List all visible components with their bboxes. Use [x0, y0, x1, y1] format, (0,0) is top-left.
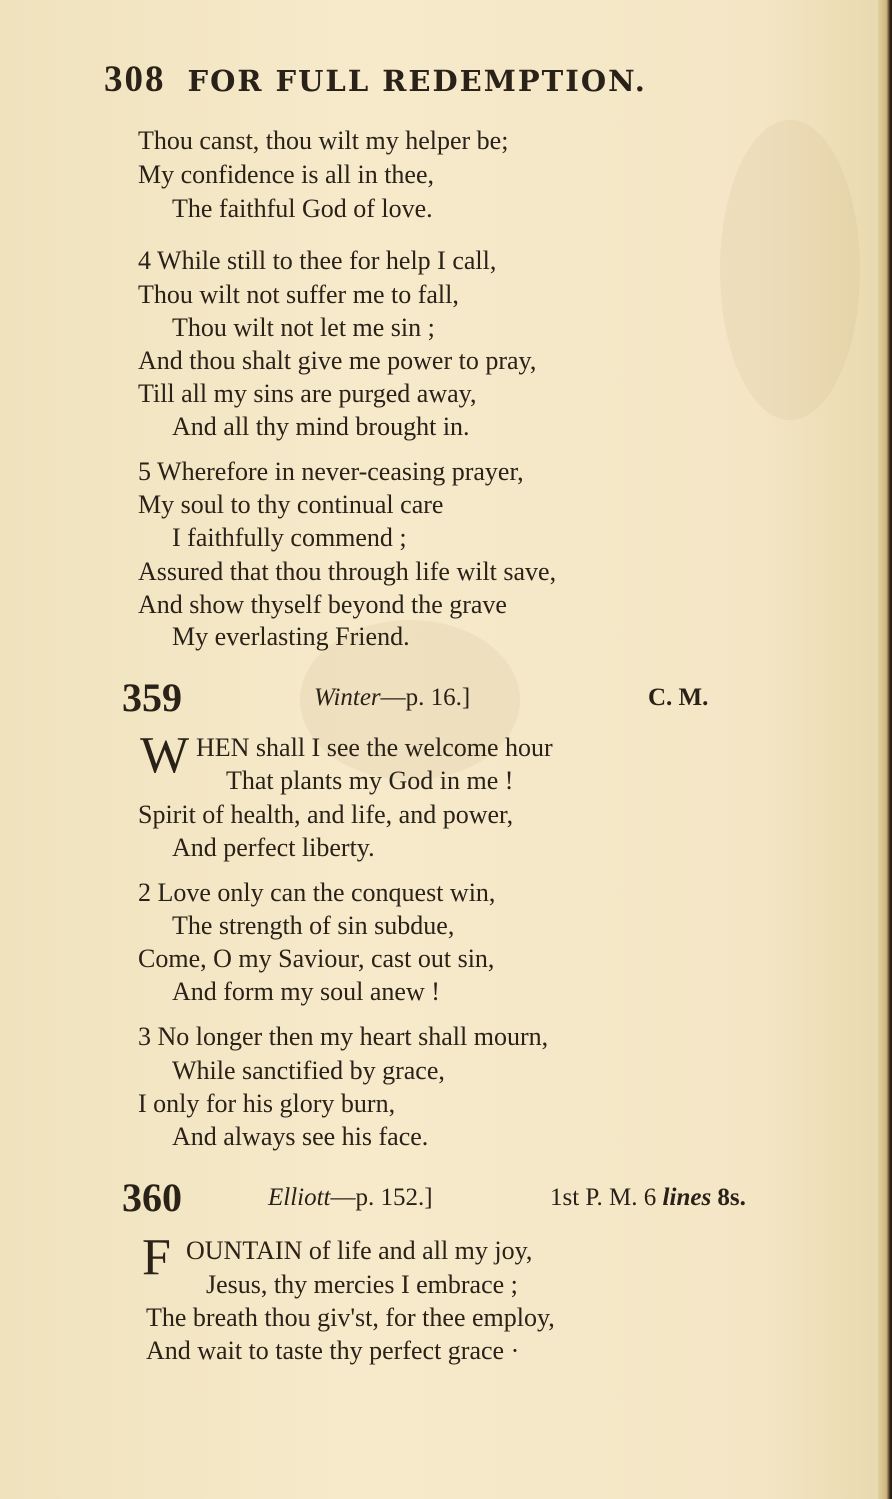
hymn-number: 359 — [122, 675, 182, 720]
tune-name — [268, 1184, 433, 1212]
meter: C. M. — [648, 684, 709, 711]
verse-line: The breath thou giv'st, for thee employ, — [146, 1303, 555, 1332]
verse-line: And show thyself beyond the grave — [138, 590, 507, 619]
verse-line: My confidence is all in thee, — [138, 160, 435, 189]
verse-line: While sanctified by grace, — [172, 1056, 445, 1085]
verse-line: And always see his face. — [172, 1122, 429, 1151]
verse-line: I only for his glory burn, — [138, 1089, 396, 1118]
verse-line: Jesus, thy mercies I embrace ; — [206, 1270, 518, 1299]
verse-line: And all thy mind brought in. — [172, 412, 470, 441]
meter-italic: lines — [662, 1184, 712, 1211]
verse-line: And thou shalt give me power to pray, — [138, 346, 537, 375]
paper-stain — [720, 120, 860, 420]
verse-line: The faithful God of love. — [172, 194, 433, 223]
page-title: FOR FULL REDEMPTION. — [187, 64, 647, 98]
page-edge — [878, 0, 892, 1499]
verse-line: The strength of sin subdue, — [172, 911, 455, 940]
verse-line: Assured that thou through life wilt save, — [138, 557, 557, 586]
verse-line: 2 Love only can the conquest win, — [138, 878, 496, 907]
running-header — [104, 58, 764, 98]
verse-line: OUNTAIN of life and all my joy, — [186, 1236, 533, 1265]
verse-line: Spirit of health, and life, and power, — [138, 800, 514, 829]
tune-title: Winter — [314, 684, 381, 711]
hymn-heading — [122, 1174, 842, 1218]
verse-line: I faithfully commend ; — [172, 523, 407, 552]
verse-line: Come, O my Saviour, cast out sin, — [138, 944, 495, 973]
verse-line: 5 Wherefore in never-ceasing prayer, — [138, 457, 524, 486]
verse-line: HEN shall I see the welcome hour — [196, 733, 553, 762]
meter — [550, 1184, 746, 1212]
hymn-heading — [122, 674, 842, 718]
meter-tail: 8s. — [717, 1184, 746, 1211]
tune-reference: —p. 16.] — [380, 684, 471, 711]
drop-cap: W — [140, 727, 190, 784]
verse-line: Thou wilt not suffer me to fall, — [138, 280, 459, 309]
page-number: 308 — [104, 59, 166, 100]
verse-line: My soul to thy continual care — [138, 490, 444, 519]
verse-line: Thou wilt not let me sin ; — [172, 313, 435, 342]
verse-line: 4 While still to thee for help I call, — [138, 246, 497, 275]
verse-line: Thou canst, thou wilt my helper be; — [138, 126, 509, 155]
verse-line: 3 No longer then my heart shall mourn, — [138, 1022, 549, 1051]
verse-line: Till all my sins are purged away, — [138, 379, 477, 408]
verse-line: And wait to taste thy perfect grace · — [146, 1336, 520, 1365]
drop-cap: F — [142, 1229, 171, 1286]
meter-text: 1st P. M. 6 — [550, 1184, 657, 1211]
verse-line: And form my soul anew ! — [172, 977, 440, 1006]
tune-title: Elliott — [268, 1184, 331, 1211]
verse-line: That plants my God in me ! — [226, 766, 514, 795]
verse-line: My everlasting Friend. — [172, 622, 410, 651]
verse-line: And perfect liberty. — [172, 833, 375, 862]
hymn-number: 360 — [122, 1175, 182, 1220]
tune-name — [314, 684, 470, 712]
tune-reference: —p. 152.] — [330, 1184, 433, 1211]
